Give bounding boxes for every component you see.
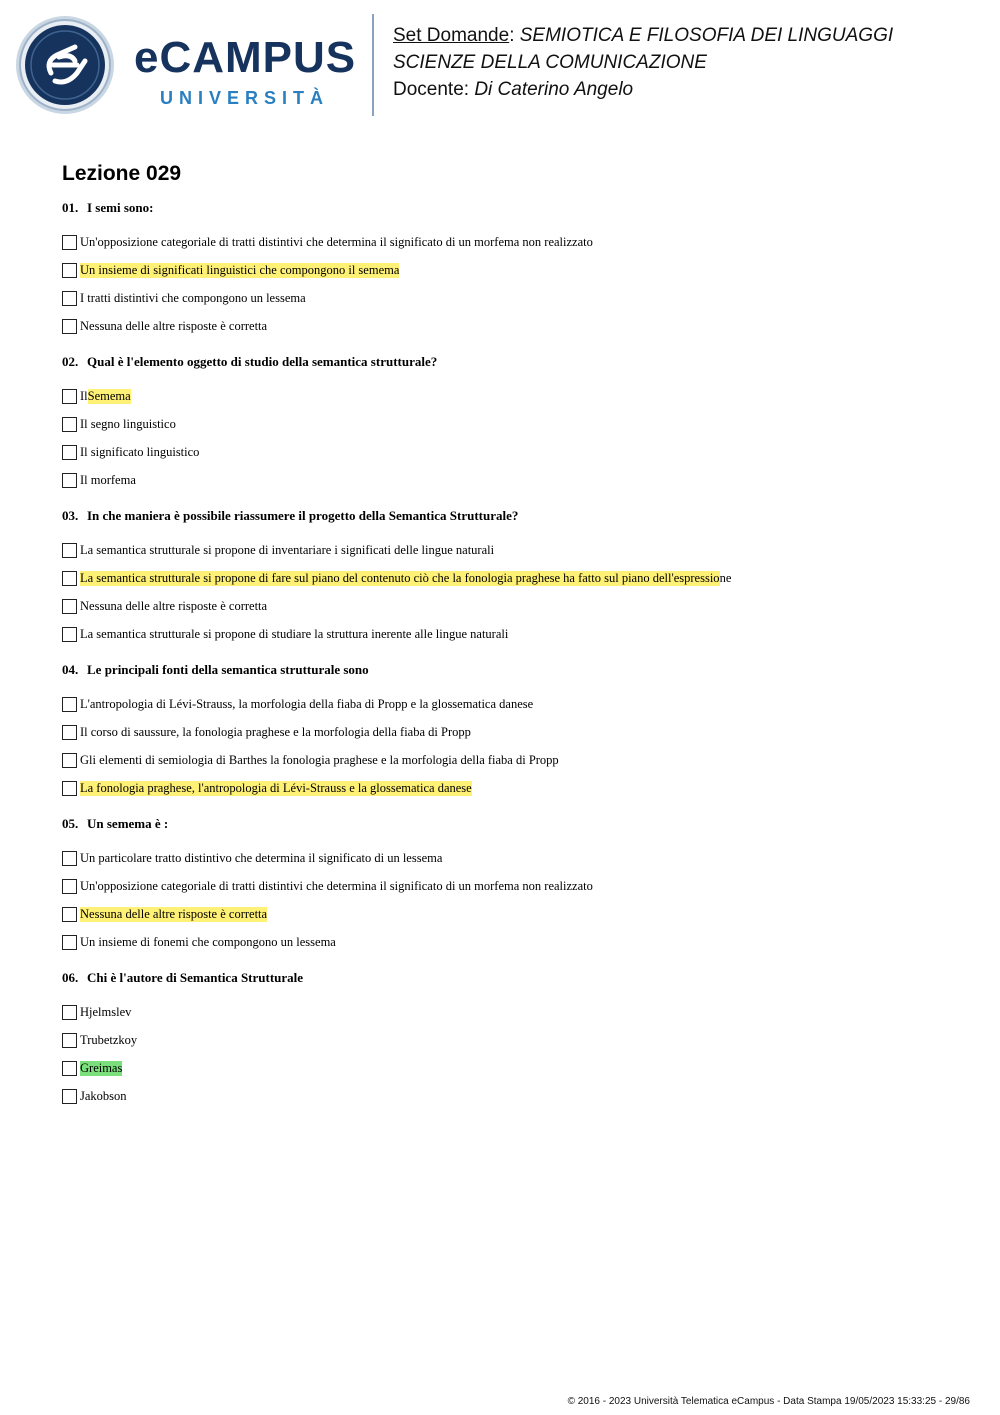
answer-text-highlighted: La semantica strutturale si propone di fare sul piano del contenuto ciò che la fonologia praghese ha fatto sul piano dell'espressio — [80, 570, 720, 585]
question-number: 02. — [62, 354, 79, 369]
answer-checkbox[interactable] — [62, 389, 77, 404]
lesson-title: Lezione 029 — [62, 162, 182, 185]
teacher-line — [393, 76, 893, 103]
answer-text: Il significato linguistico — [80, 444, 200, 459]
answer-checkbox[interactable] — [62, 781, 77, 796]
answer-option[interactable] — [62, 928, 962, 956]
set-label: Set Domande — [393, 25, 510, 46]
answer-checkbox[interactable] — [62, 879, 77, 894]
answer-option[interactable] — [62, 466, 962, 494]
answer-checkbox[interactable] — [62, 445, 77, 460]
question — [62, 354, 962, 494]
answer-text: La semantica strutturale si propone di studiare la struttura inerente alle lingue naturali — [80, 626, 509, 641]
question-number: 04. — [62, 662, 79, 677]
answer-option[interactable] — [62, 844, 962, 872]
answer-checkbox[interactable] — [62, 291, 77, 306]
answer-text: Un insieme di fonemi che compongono un lessema — [80, 934, 336, 949]
question — [62, 662, 962, 802]
ecampus-logo-icon — [15, 15, 115, 115]
answer-option[interactable] — [62, 410, 962, 438]
answer-text-highlighted: Nessuna delle altre risposte è corretta — [80, 906, 268, 921]
question-number: 03. — [62, 508, 79, 523]
answer-checkbox[interactable] — [62, 627, 77, 642]
answer-option[interactable] — [62, 312, 962, 340]
answer-text: Nessuna delle altre risposte è corretta — [80, 598, 268, 613]
answer-text: L'antropologia di Lévi-Strauss, la morfologia della fiaba di Propp e la glossematica danese — [80, 696, 534, 711]
answer-text: Il morfema — [80, 472, 136, 487]
answer-checkbox[interactable] — [62, 543, 77, 558]
answer-checkbox[interactable] — [62, 417, 77, 432]
answer-text: Trubetzkoy — [80, 1032, 138, 1047]
question-label: Chi è l'autore di Semantica Strutturale — [87, 970, 304, 985]
question-list — [62, 200, 962, 1110]
logo-wordmark: eCAMPUS — [134, 33, 357, 82]
answer-checkbox[interactable] — [62, 725, 77, 740]
answer-option[interactable] — [62, 592, 962, 620]
answer-checkbox[interactable] — [62, 697, 77, 712]
question-text — [62, 662, 962, 678]
answer-checkbox[interactable] — [62, 571, 77, 586]
answer-option[interactable] — [62, 382, 962, 410]
answer-option[interactable] — [62, 620, 962, 648]
answer-checkbox[interactable] — [62, 1033, 77, 1048]
question-number: 05. — [62, 816, 79, 831]
answer-checkbox[interactable] — [62, 235, 77, 250]
answer-option[interactable] — [62, 438, 962, 466]
answer-text: Nessuna delle altre risposte è corretta — [80, 318, 268, 333]
answer-text: Un'opposizione categoriale di tratti distintivi che determina il significato di un morfema non realizzato — [80, 878, 593, 893]
answer-option[interactable] — [62, 1026, 962, 1054]
question — [62, 816, 962, 956]
answer-option[interactable] — [62, 564, 962, 592]
header-divider — [372, 14, 374, 116]
question — [62, 508, 962, 648]
answer-text-highlighted: La fonologia praghese, l'antropologia di Lévi-Strauss e la glossematica danese — [80, 780, 472, 795]
question-text — [62, 816, 962, 832]
answer-option[interactable] — [62, 690, 962, 718]
question-label: Le principali fonti della semantica strutturale sono — [87, 662, 369, 677]
answer-checkbox[interactable] — [62, 935, 77, 950]
answer-text: Jakobson — [80, 1088, 127, 1103]
answer-option[interactable] — [62, 718, 962, 746]
answer-checkbox[interactable] — [62, 753, 77, 768]
answer-text: La semantica strutturale si propone di inventariare i significati delle lingue naturali — [80, 542, 495, 557]
answer-option[interactable] — [62, 228, 962, 256]
answer-checkbox[interactable] — [62, 263, 77, 278]
answer-checkbox[interactable] — [62, 1089, 77, 1104]
answer-text: I tratti distintivi che compongono un lessema — [80, 290, 306, 305]
question-text — [62, 200, 962, 216]
question-text — [62, 354, 962, 370]
answer-text-highlighted: Semema — [87, 388, 131, 403]
answer-checkbox[interactable] — [62, 851, 77, 866]
question-label: I semi sono: — [87, 200, 154, 215]
answer-text: Il corso di saussure, la fonologia praghese e la morfologia della fiaba di Propp — [80, 724, 471, 739]
answer-checkbox[interactable] — [62, 473, 77, 488]
answer-option[interactable] — [62, 900, 962, 928]
lesson-content — [62, 160, 962, 1124]
answer-option[interactable] — [62, 872, 962, 900]
question-number: 01. — [62, 200, 79, 215]
question-text — [62, 508, 962, 524]
question-number: 06. — [62, 970, 79, 985]
answer-suffix: ne — [719, 570, 732, 585]
answer-checkbox[interactable] — [62, 319, 77, 334]
answer-checkbox[interactable] — [62, 599, 77, 614]
question — [62, 200, 962, 340]
answer-option[interactable] — [62, 536, 962, 564]
answer-text: Un'opposizione categoriale di tratti distintivi che determina il significato di un morfema non realizzato — [80, 234, 593, 249]
answer-checkbox[interactable] — [62, 1005, 77, 1020]
answer-prefix: Il — [80, 388, 88, 403]
answer-option[interactable] — [62, 998, 962, 1026]
answer-option[interactable] — [62, 284, 962, 312]
question — [62, 970, 962, 1110]
answer-text: Gli elementi di semiologia di Barthes la fonologia praghese e la morfologia della fiaba di Propp — [80, 752, 559, 767]
set-title-line: Set Domande: SEMIOTICA E FILOSOFIA DEI LINGUAGGI — [393, 25, 894, 46]
question-text — [62, 970, 962, 986]
answer-text-highlighted: Un insieme di significati linguistici che compongono il semema — [80, 262, 400, 277]
teacher-label: Docente: — [393, 79, 470, 100]
set-info — [393, 22, 893, 103]
question-label: Un semema è : — [87, 816, 169, 831]
question-label: Qual è l'elemento oggetto di studio della semantica strutturale? — [87, 354, 438, 369]
answer-option[interactable] — [62, 256, 962, 284]
course-program-line — [393, 49, 893, 76]
teacher-name: Di Caterino Angelo — [474, 79, 634, 100]
answer-text: Un particolare tratto distintivo che determina il significato di un lessema — [80, 850, 443, 865]
logo-subtitle: UNIVERSITÀ — [160, 88, 330, 108]
answer-checkbox[interactable] — [62, 907, 77, 922]
answer-checkbox[interactable] — [62, 1061, 77, 1076]
answer-text-highlighted: Greimas — [80, 1060, 123, 1075]
answer-text: Hjelmslev — [80, 1004, 132, 1019]
question-label: In che maniera è possibile riassumere il progetto della Semantica Strutturale? — [87, 508, 519, 523]
answer-option[interactable] — [62, 746, 962, 774]
page-header — [0, 0, 1000, 130]
page-footer: © 2016 - 2023 Università Telematica eCampus - Data Stampa 19/05/2023 15:33:25 - 29/86 — [567, 1396, 970, 1407]
answer-option[interactable] — [62, 1054, 962, 1082]
answer-text: Il segno linguistico — [80, 416, 176, 431]
answer-option[interactable] — [62, 1082, 962, 1110]
course-title: SEMIOTICA E FILOSOFIA DEI LINGUAGGI — [519, 25, 894, 46]
answer-option[interactable] — [62, 774, 962, 802]
course-program: SCIENZE DELLA COMUNICAZIONE — [393, 52, 707, 73]
